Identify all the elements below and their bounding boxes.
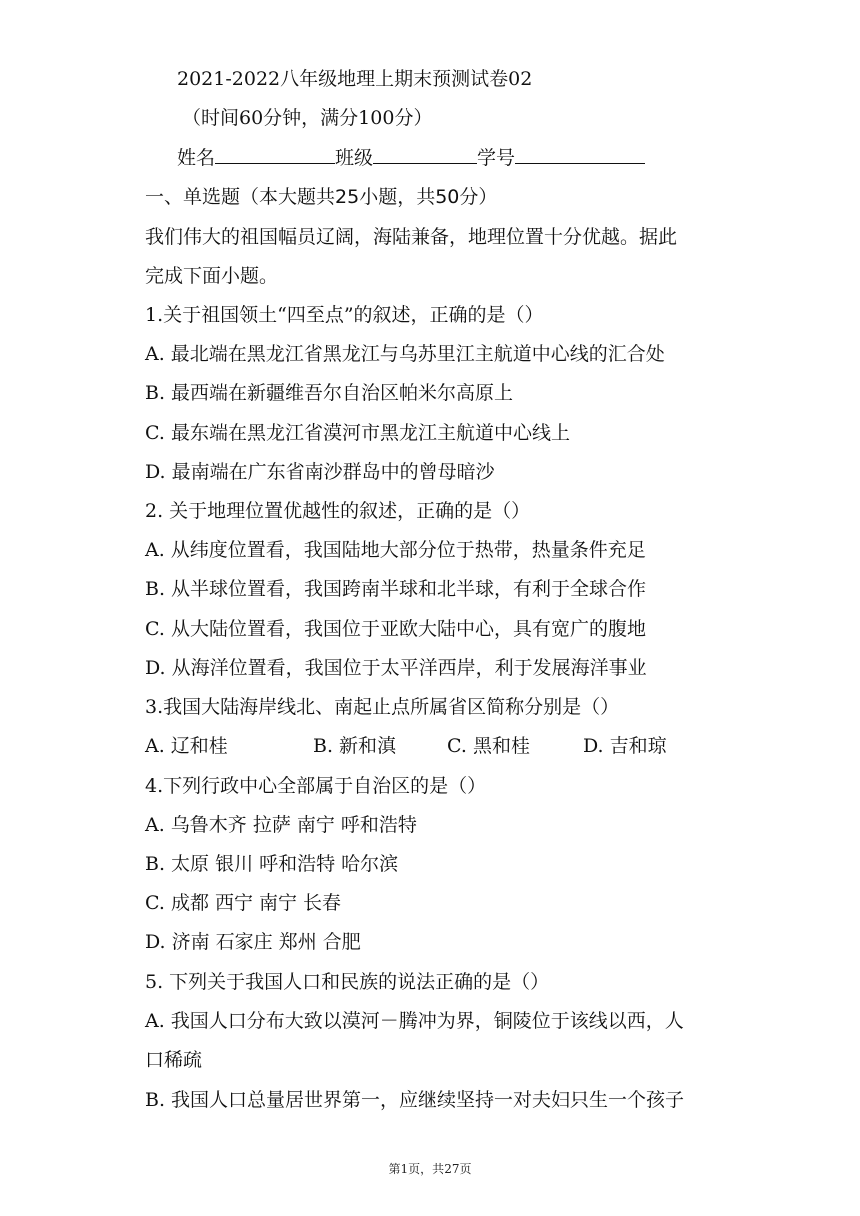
question-3-option-a[interactable]: A. 辽和桂 [145,735,228,757]
question-2-option-d[interactable]: D. 从海洋位置看，我国位于太平洋西岸，利于发展海洋事业 [145,657,647,679]
question-3-options-row [145,734,667,758]
class-label: 班级 [335,147,374,169]
question-3-stem: 3.我国大陆海岸线北、南起止点所属省区简称分别是（） [145,696,620,718]
question-4-option-b[interactable]: B. 太原 银川 呼和浩特 哈尔滨 [145,853,399,875]
name-blank[interactable] [215,145,335,164]
question-4-stem: 4.下列行政中心全部属于自治区的是（） [145,775,487,797]
question-4-option-c[interactable]: C. 成都 西宁 南宁 长春 [145,892,342,914]
section-heading: 一、单选题（本大题共25小题，共50分） [145,186,498,208]
total-score: 50 [435,186,460,208]
name-label: 姓名 [177,147,216,169]
page-footer: 第1页，共27页 [388,1162,472,1176]
question-5-option-a-continued: 口稀疏 [145,1049,203,1071]
question-2-stem: 2. 关于地理位置优越性的叙述，正确的是（） [145,500,531,522]
question-5-option-b[interactable]: B. 我国人口总量居世界第一，应继续坚持一对夫妇只生一个孩子 [145,1089,685,1111]
question-4-option-d[interactable]: D. 济南 石家庄 郑州 合肥 [145,931,361,953]
question-1-stem: 1.关于祖国领土“四至点”的叙述，正确的是（） [145,304,544,326]
question-5-option-a[interactable]: A. 我国人口分布大致以漠河－腾冲为界，铜陵位于该线以西，人 [145,1010,684,1032]
question-5-stem: 5. 下列关于我国人口和民族的说法正确的是（） [145,971,550,993]
question-count: 25 [335,186,360,208]
question-2-option-c[interactable]: C. 从大陆位置看，我国位于亚欧大陆中心，具有宽广的腹地 [145,618,646,640]
question-1-option-a[interactable]: A. 最北端在黑龙江省黑龙江与乌苏里江主航道中心线的汇合处 [145,343,665,365]
question-4-option-a[interactable]: A. 乌鲁木齐 拉萨 南宁 呼和浩特 [145,814,417,836]
intro-line-1: 我们伟大的祖国幅员辽阔，海陆兼备，地理位置十分优越。据此 [145,226,678,248]
id-blank[interactable] [515,145,645,164]
question-2-option-b[interactable]: B. 从半球位置看，我国跨南半球和北半球，有利于全球合作 [145,578,647,600]
question-1-option-b[interactable]: B. 最西端在新疆维吾尔自治区帕米尔高原上 [145,382,514,404]
question-3-option-b[interactable]: B. 新和滇 [313,735,397,757]
page-total: 27 [444,1162,460,1176]
student-info-row [177,145,645,170]
id-label: 学号 [477,147,516,169]
question-3-option-d[interactable]: D. 吉和琼 [583,735,667,757]
question-2-option-a[interactable]: A. 从纬度位置看，我国陆地大部分位于热带，热量条件充足 [145,539,646,561]
intro-line-2: 完成下面小题。 [145,265,279,287]
exam-subtitle: （时间60分钟，满分100分） [182,107,433,129]
question-1-option-c[interactable]: C. 最东端在黑龙江省漠河市黑龙江主航道中心线上 [145,422,570,444]
exam-title: 2021-2022八年级地理上期末预测试卷02 [177,68,533,90]
class-blank[interactable] [373,145,477,164]
page-number: 1 [400,1162,409,1176]
question-1-option-d[interactable]: D. 最南端在广东省南沙群岛中的曾母暗沙 [145,461,495,483]
question-3-option-c[interactable]: C. 黑和桂 [447,735,530,757]
